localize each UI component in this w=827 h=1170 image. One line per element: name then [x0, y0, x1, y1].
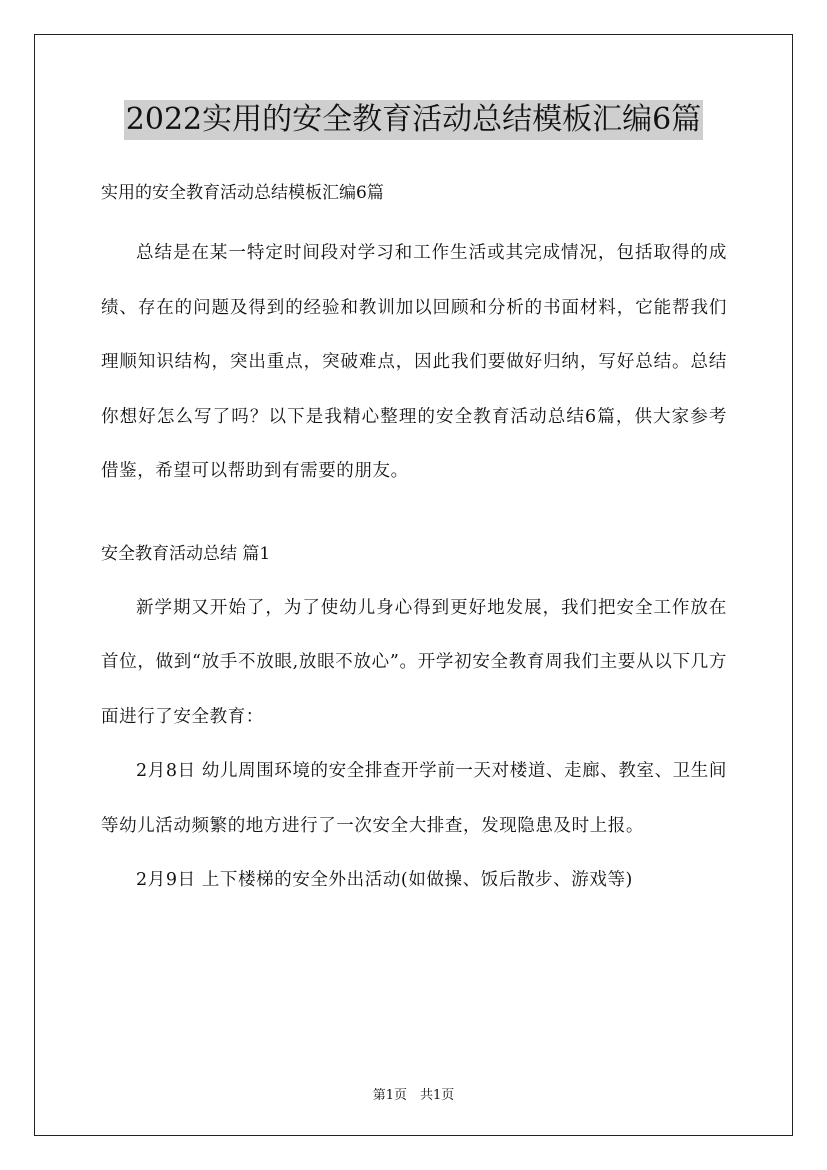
document-body [101, 178, 727, 908]
page-number: 第1页 共1页 [372, 1088, 455, 1103]
document-title: 2022实用的安全教育活动总结模板汇编6篇 [124, 100, 703, 140]
body-paragraph: 2月9日 上下楼梯的安全外出活动(如做操、饭后散步、游戏等) [136, 870, 633, 890]
section-heading: 安全教育活动总结 篇1 [101, 543, 271, 564]
intro-paragraph: 总结是在某一特定时间段对学习和工作生活或其完成情况，包括取得的成绩、存在的问题及得到的经验和教训加以回顾和分析的书面材料，它能帮我们理顺知识结构，突出重点，突破难点，因此我们要做好归纳，写好总结。总结你想好怎么写了吗？以下是我精心整理的安全教育活动总结6篇，供大家参考借鉴，希望可以帮助到有需要的朋友。 [101, 243, 727, 481]
document-subtitle: 实用的安全教育活动总结模板汇编6篇 [101, 183, 384, 203]
title-container [0, 100, 827, 140]
body-paragraph: 新学期又开始了，为了使幼儿身心得到更好地发展，我们把安全工作放在首位，做到“放手不放眼,放眼不放心”。开学初安全教育周我们主要从以下几方面进行了安全教育： [101, 597, 727, 727]
page-footer [0, 1084, 827, 1103]
body-paragraph: 2月8日 幼儿周围环境的安全排查开学前一天对楼道、走廊、教室、卫生间等幼儿活动频繁的地方进行了一次安全大排查，发现隐患及时上报。 [101, 761, 727, 836]
